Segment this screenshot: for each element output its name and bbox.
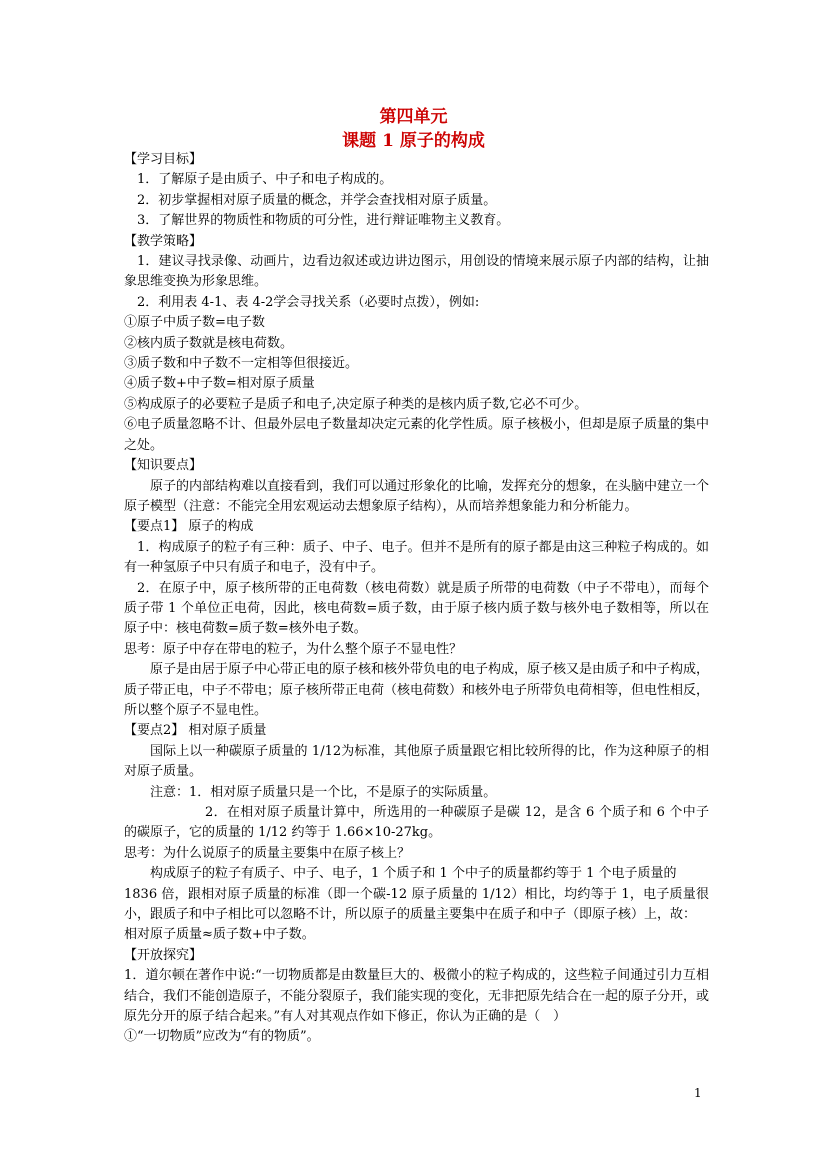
think1-answer: 原子是由居于原子中心带正电的原子核和核外带负电的电子构成，原子核又是由质子和中子构成，质子带正电，中子不带电；原子核所带正电荷（核电荷数）和核外电子所带负电荷相等，但电性相反，所以整个原子不显电性。 (124, 662, 710, 718)
explore-question: 1．道尔顿在著作中说:“一切物质都是由数量巨大的、极微小的粒子构成的，这些粒子间通过引力互相结合，我们不能创造原子，不能分裂原子，我们能实现的变化，无非把原先结合在一起的原子分开，或原先分开的原子结合起来。”有人对其观点作如下修正，你认为正确的是（ ） (124, 968, 710, 1025)
think2-answer: 1836 倍，跟相对原子质量的标准（即一个碳-12 原子质量的 1/12）相比，均约等于 1，电子质量很小，跟质子和中子相比可以忽略不计，所以原子的质量主要集中在质子和中子（即原子核）上，故： (124, 886, 709, 923)
point2-heading: 【要点2】 相对原子质量 (124, 723, 267, 739)
page-number: 1 (694, 1086, 702, 1100)
think2-question: 思考：为什么说原子的质量主要集中在原子核上？ (124, 845, 411, 861)
goals-heading: 【学习目标】 (124, 152, 203, 167)
relation-item: ②核内质子数就是核电荷数。 (124, 335, 294, 351)
point1-paragraph: 1．构成原子的粒子有三种：质子、中子、电子。但并不是所有的原子都是由这三种粒子构成的。如有一种氢原子中只有质子和电子，没有中子。 (124, 539, 709, 576)
think1-question: 思考：原子中存在带电的粒子，为什么整个原子不显电性？ (124, 641, 463, 657)
strategy-paragraph: 2．利用表 4-1、表 4-2学会寻找关系（必要时点拨），例如: (137, 294, 480, 310)
think2-answer: 构成原子的粒子有质子、中子、电子，1 个质子和 1 个中子的质量都约等于 1 个电子质量的 (150, 866, 677, 882)
relation-item: ①原子中质子数=电子数 (124, 315, 265, 331)
strategy-paragraph: 1．建议寻找录像、动画片，边看边叙述或边讲边图示，用创设的情境来展示原子内部的结构，让抽象思维变换为形象思维。 (124, 254, 709, 290)
knowledge-paragraph: 原子的内部结构难以直接看到，我们可以通过形象化的比喻，发挥充分的想象，在头脑中建立一个原子模型（注意：不能完全用宏观运动去想象原子结构），从而培养想象能力和分析能力。 (124, 478, 710, 514)
relation-item: ③质子数和中子数不一定相等但很接近。 (124, 356, 359, 372)
strategy-heading: 【教学策略】 (124, 233, 203, 249)
point2-paragraph: 国际上以一种碳原子质量的 1/12为标准，其他原子质量跟它相比较所得的比，作为这种原子的相对原子质量。 (124, 743, 709, 780)
point1-heading: 【要点1】 原子的构成 (124, 519, 254, 535)
relation-item: ⑥电子质量忽略不计、但最外层电子数量却决定元素的化学性质。原子核极小，但却是原子质量的集中之处。 (124, 417, 710, 453)
explore-option: ①“一切物质”应改为“有的物质”。 (124, 1029, 320, 1045)
explore-heading: 【开放探究】 (124, 947, 203, 963)
relation-item: ④质子数+中子数=相对原子质量 (124, 376, 315, 392)
document-body (124, 150, 709, 1048)
relation-item: ⑤构成原子的必要粒子是质子和电子,决定原子种类的是核内质子数,它必不可少。 (124, 396, 588, 412)
knowledge-heading: 【知识要点】 (124, 458, 203, 474)
goal-item: 2．初步掌握相对原子质量的概念，并学会查找相对原子质量。 (137, 192, 497, 208)
goal-item: 3．了解世界的物质性和物质的可分性，进行辩证唯物主义教育。 (137, 213, 510, 229)
think2-answer: 相对原子质量≈质子数+中子数。 (124, 927, 315, 943)
point1-paragraph: 2．在原子中，原子核所带的正电荷数（核电荷数）就是质子所带的电荷数（中子不带电），而每个质子带 1 个单位正电荷，因此，核电荷数=质子数，由于原子核内质子数与核外电子数相等，所以在原子中：核电荷数=质子数=核外电子数。 (124, 580, 709, 637)
goal-item: 1．了解原子是由质子、中子和电子构成的。 (137, 172, 393, 188)
lesson-title: 课题 1 原子的构成 (342, 131, 485, 151)
unit-title: 第四单元 (379, 107, 448, 127)
note-item: 注意：1．相对原子质量只是一个比，不是原子的实际质量。 (150, 784, 497, 800)
note-item: 2．在相对原子质量计算中，所选用的一种碳原子是碳 12，是含 6 个质子和 6 个中子的碳原子，它的质量的 1/12 约等于 1.66×10-27kg。 (124, 805, 709, 841)
